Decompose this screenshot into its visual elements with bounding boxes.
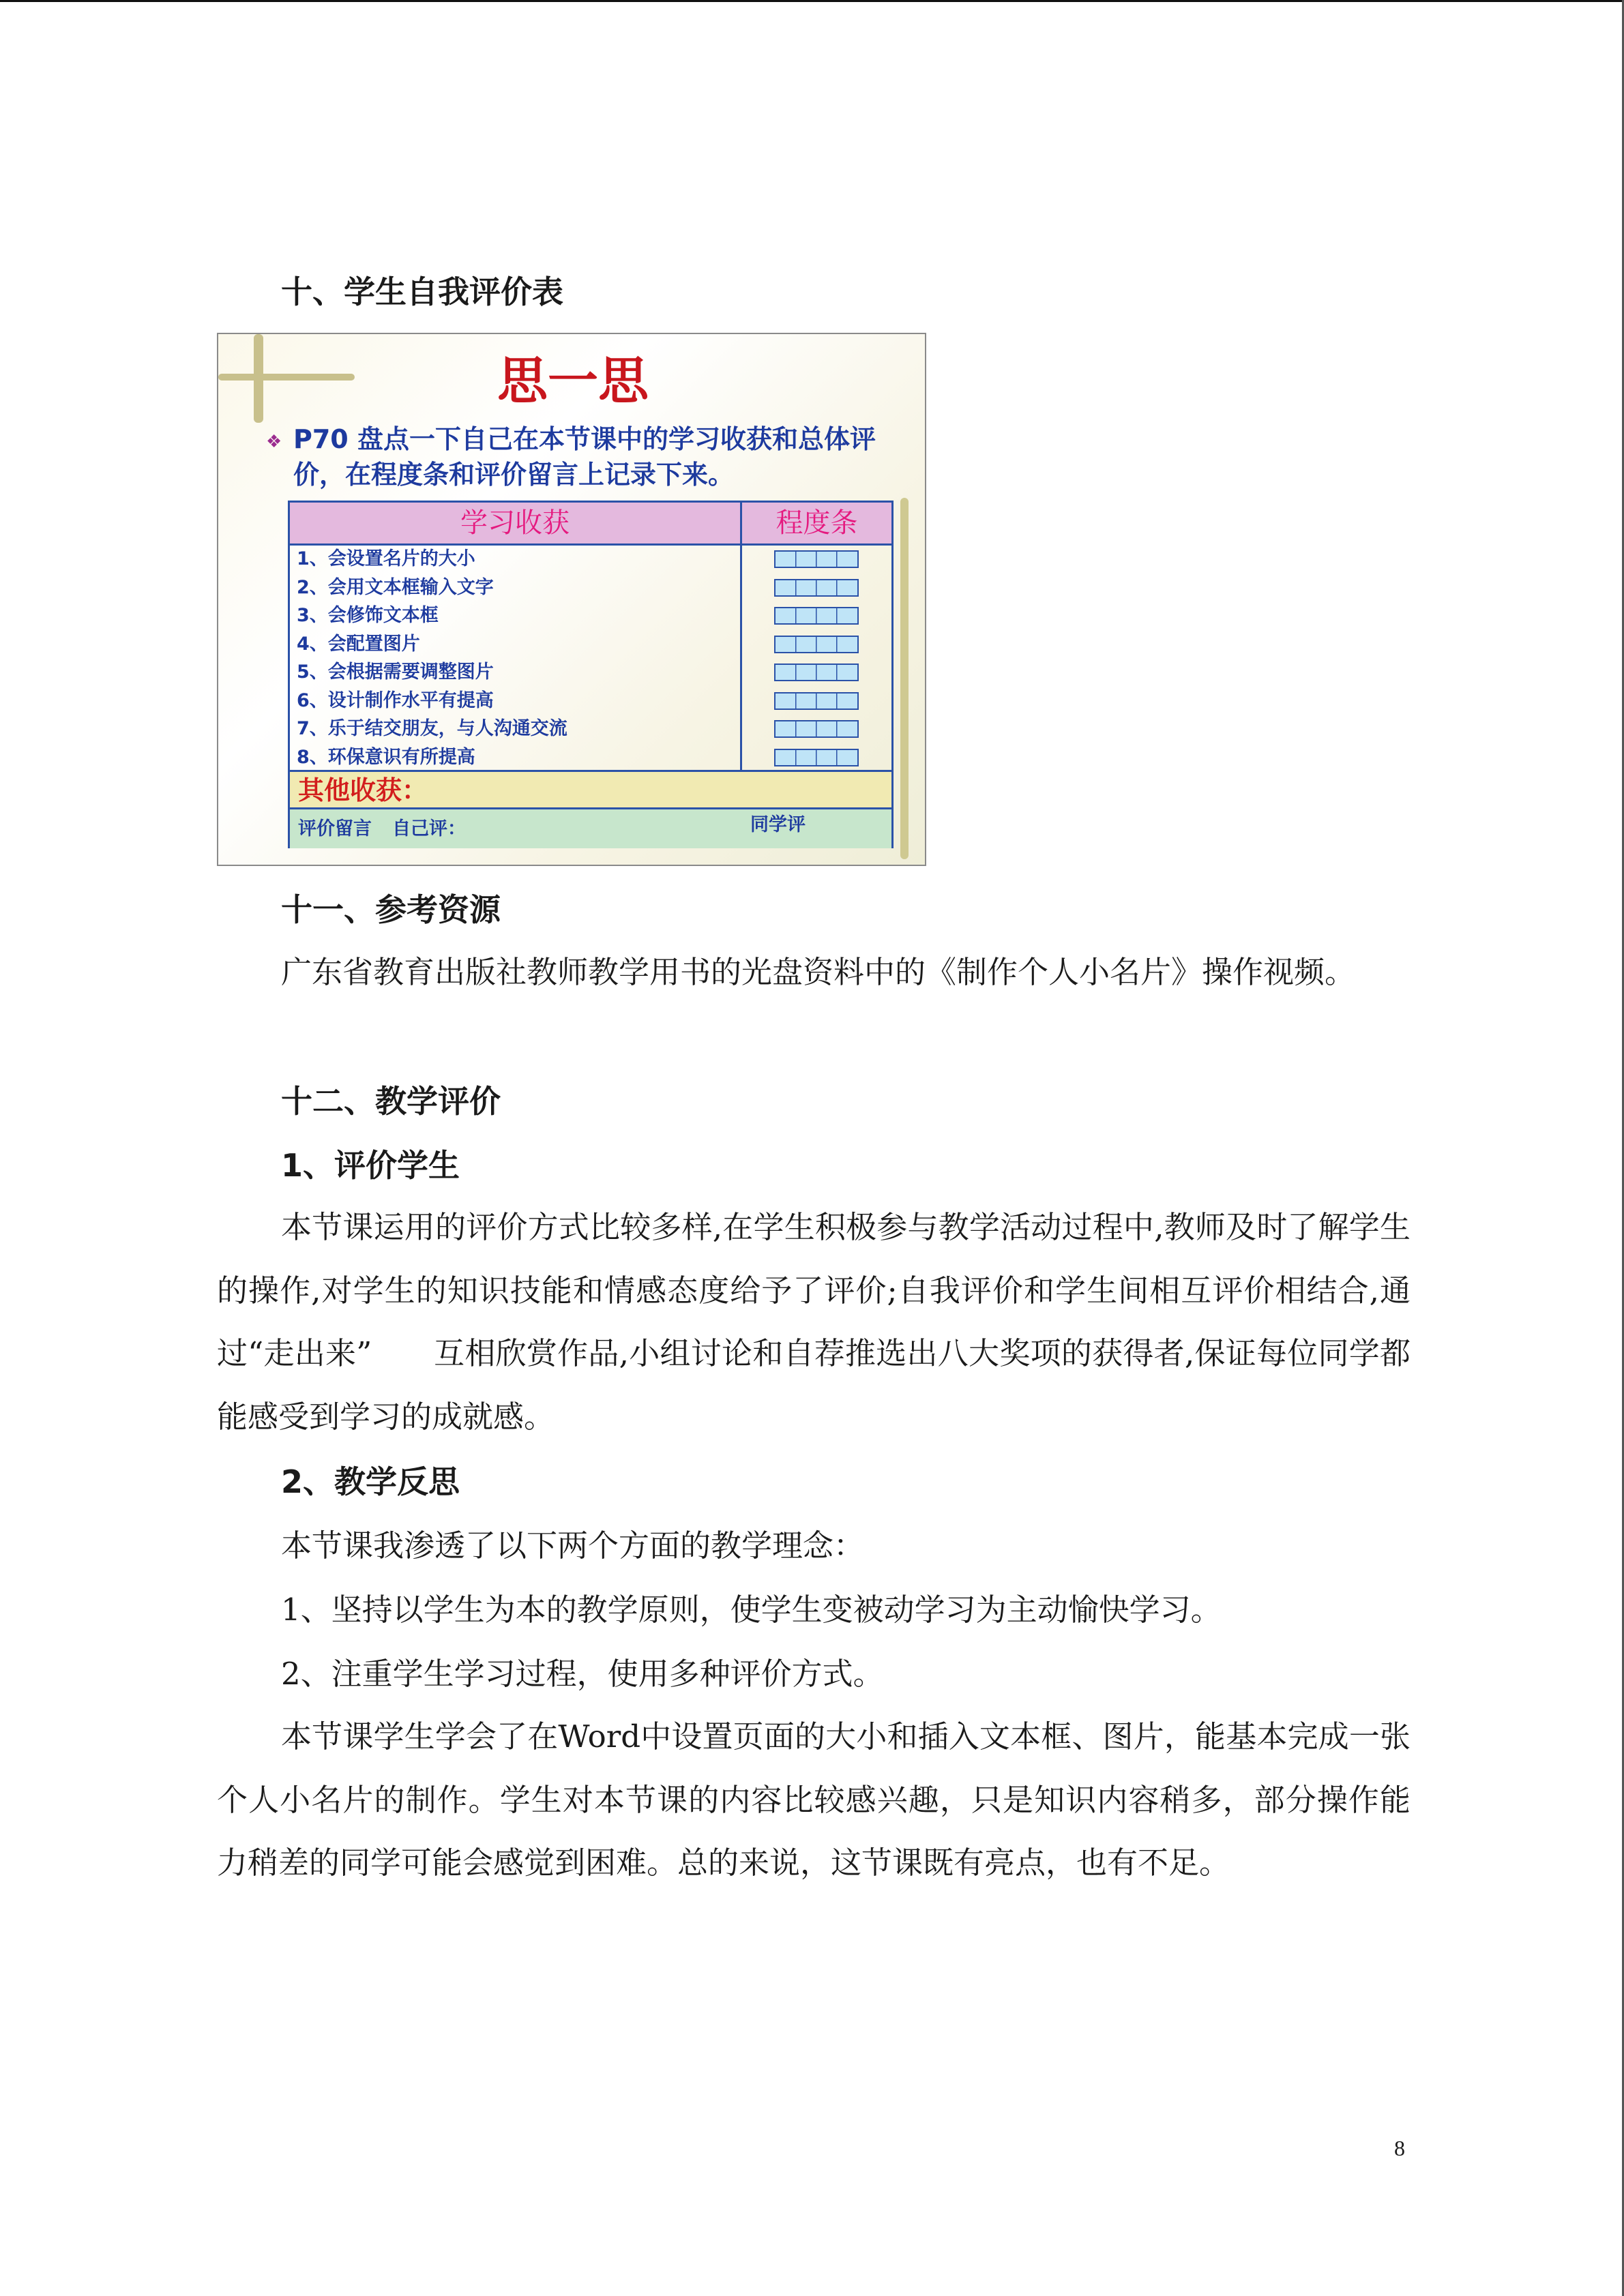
- bullet-icon: ❖: [266, 432, 282, 452]
- subheading-teaching-reflection: 2、教学反思: [281, 1463, 460, 1500]
- list-item: 1、会设置名片的大小: [297, 548, 475, 569]
- reflection-intro: 本节课我渗透了以下两个方面的教学理念：: [281, 1527, 865, 1564]
- table-header: [290, 503, 891, 546]
- subheading-evaluate-students: 1、评价学生: [281, 1147, 460, 1184]
- other-gains-label: 其他收获：: [298, 775, 428, 805]
- section-11-text: 广东省教育出版社教师教学用书的光盘资料中的《制作个人小名片》操作视频。: [281, 954, 1356, 990]
- page-number: 8: [1394, 2136, 1405, 2160]
- list-item: 4、会配置图片: [297, 633, 420, 655]
- progress-bar: [774, 664, 859, 681]
- comment-label: 评价留言: [298, 818, 372, 839]
- list-item: 8、环保意识有所提高: [297, 746, 475, 768]
- gains-list: [297, 545, 733, 771]
- section-11-heading: 十一、参考资源: [281, 891, 501, 928]
- reflection-point-2: 2、注重学生学习过程，使用多种评价方式。: [281, 1656, 884, 1692]
- list-item: 2、会用文本框输入文字: [297, 576, 494, 598]
- list-item: 7、乐于结交朋友，与人沟通交流: [297, 718, 567, 739]
- progress-bars: [774, 550, 859, 777]
- self-evaluation-slide: [217, 333, 926, 866]
- comment-row: [290, 807, 891, 848]
- progress-bar: [774, 636, 859, 653]
- page-top-border: [0, 0, 1624, 2]
- peer-review-label: 同学评: [750, 814, 806, 835]
- evaluation-table: [288, 501, 894, 848]
- self-review-label: 自己评：: [392, 818, 466, 839]
- progress-bar: [774, 692, 859, 710]
- list-item: 5、会根据需要调整图片: [297, 661, 494, 683]
- list-item: 3、会修饰文本框: [297, 605, 439, 626]
- section-10-heading: 十、学生自我评价表: [281, 273, 563, 310]
- evaluate-students-text: 本节课运用的评价方式比较多样,在学生积极参与教学活动过程中,教师及时了解学生的操作,对学生的知识技能和情感态度给予了评价;自我评价和学生间相互评价相结合,通过“走出来” 互相欣赏作品,小组讨论和自荐推选出八大奖项的获得者,保证每位同学都能感受到学习的成就感。: [217, 1209, 1411, 1435]
- reflection-point-1: 1、坚持以学生为本的教学原则，使学生变被动学习为主动愉快学习。: [281, 1592, 1222, 1628]
- progress-bar: [774, 749, 859, 766]
- lesson-summary: 本节课学生学会了在Word中设置页面的大小和插入文本框、图片，能基本完成一张个人小名片的制作。学生对本节课的内容比较感兴趣，只是知识内容稍多，部分操作能力稍差的同学可能会感觉到困难。总的来说，这节课既有亮点，也有不足。: [217, 1718, 1411, 1881]
- vine-decoration: [900, 498, 909, 859]
- progress-bar: [774, 720, 859, 738]
- col-header-gains: 学习收获: [460, 507, 570, 539]
- other-gains-row: [290, 770, 891, 809]
- progress-bar: [774, 550, 859, 568]
- progress-bar: [774, 607, 859, 625]
- slide-title: 思一思: [497, 352, 649, 411]
- progress-bar: [774, 579, 859, 597]
- col-header-progress: 程度条: [776, 507, 858, 539]
- slide-instruction: P70 盘点一下自己在本节课中的学习收获和总体评价，在程度条和评价留言上记录下来。: [293, 424, 876, 490]
- section-12-heading: 十二、教学评价: [281, 1083, 501, 1120]
- list-item: 6、设计制作水平有提高: [297, 689, 494, 711]
